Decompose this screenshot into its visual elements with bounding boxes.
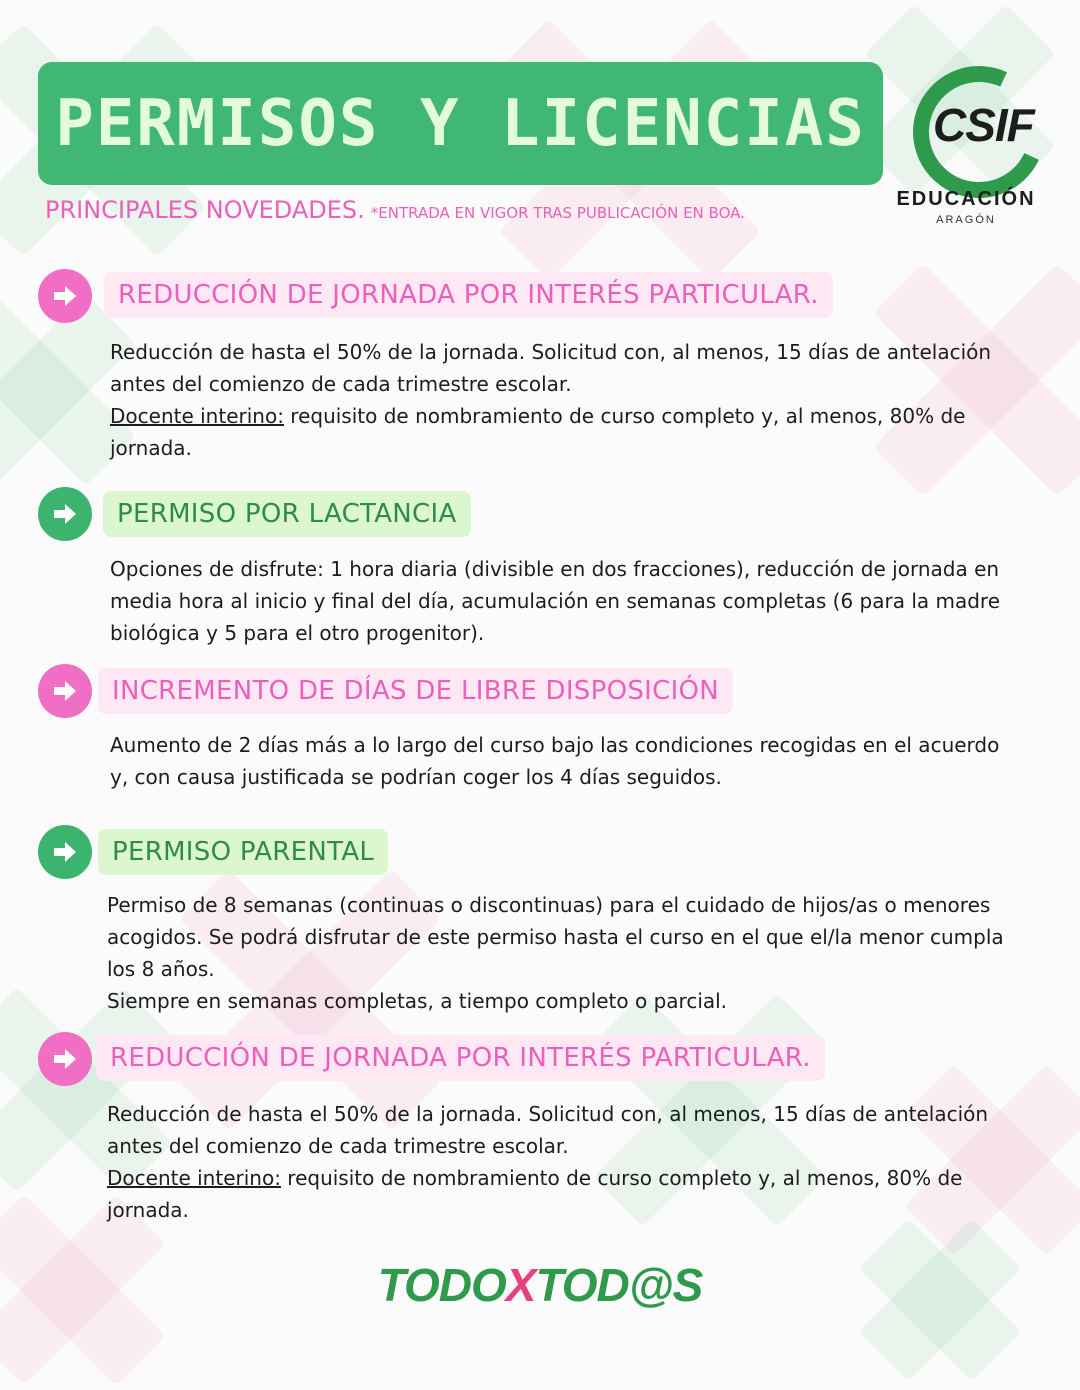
section-body (110, 729, 1010, 793)
paragraph-rest: requisito de nombramiento de curso completo y, al menos, 80% de jornada. (110, 404, 966, 460)
logo-line2: ARAGÓN (936, 214, 996, 226)
title-banner (38, 62, 883, 185)
section-paragraph: Aumento de 2 días más a lo largo del curso bajo las condiciones recogidas en el acuerdo y, con causa justificada se podrían coger los 4 días seguidos. (110, 733, 1000, 789)
section-paragraph: Reducción de hasta el 50% de la jornada. Solicitud con, al menos, 15 días de antelación antes del comienzo de cada trimestre escolar. (110, 340, 992, 396)
underlined-term: Docente interino: (107, 1166, 281, 1190)
arrow-right-icon (38, 1032, 92, 1086)
arrow-right-icon (38, 269, 92, 323)
slogan-part1: TODO (377, 1259, 506, 1311)
section-body (107, 1098, 1007, 1226)
csif-logo (895, 60, 1045, 240)
section-body (110, 553, 1010, 649)
paragraph-rest: requisito de nombramiento de curso completo y, al menos, 80% de jornada. (107, 1166, 963, 1222)
logo-line1: EDUCACIÓN (896, 188, 1036, 210)
section-heading: PERMISO PARENTAL (98, 829, 388, 875)
section-paragraph: Opciones de disfrute: 1 hora diaria (divisible en dos fracciones), reducción de jornada en media hora al inicio y final del día, acumulación en semanas completas (6 para la madre biológica y 5 para el otro progenitor). (110, 557, 1001, 645)
subtitle-note: *ENTRADA EN VIGOR TRAS PUBLICACIÓN EN BOA. (370, 204, 745, 222)
subtitle: PRINCIPALES NOVEDADES. (45, 196, 365, 224)
section-heading: INCREMENTO DE DÍAS DE LIBRE DISPOSICIÓN (98, 668, 733, 714)
arrow-right-icon (38, 825, 92, 879)
section-paragraph: Reducción de hasta el 50% de la jornada. Solicitud con, al menos, 15 días de antelación antes del comienzo de cada trimestre escolar. (107, 1102, 989, 1158)
logo-brand: CSIF (933, 99, 1034, 151)
footer-slogan (0, 1258, 1080, 1312)
slogan-part2: TOD@S (535, 1259, 703, 1311)
section-paragraph: Permiso de 8 semanas (continuas o discontinuas) para el cuidado de hijos/as o menores acogidos. Se podrá disfrutar de este permiso hasta el curso en el que el/la menor cumpla los 8 años. (107, 893, 1004, 981)
subtitle-row (45, 196, 745, 224)
section-heading: PERMISO POR LACTANCIA (103, 491, 471, 537)
section-paragraph: Siempre en semanas completas, a tiempo completo o parcial. (107, 989, 728, 1013)
page-title: PERMISOS Y LICENCIAS (55, 86, 866, 161)
section-heading: REDUCCIÓN DE JORNADA POR INTERÉS PARTICULAR. (96, 1035, 825, 1081)
arrow-right-icon (38, 664, 92, 718)
slogan-x: X (505, 1259, 536, 1311)
section-paragraph (107, 1162, 1007, 1226)
arrow-right-icon (38, 487, 92, 541)
section-heading: REDUCCIÓN DE JORNADA POR INTERÉS PARTICULAR. (104, 272, 833, 318)
section-body (110, 336, 1010, 464)
section-body (107, 889, 1007, 1017)
underlined-term: Docente interino: (110, 404, 284, 428)
section-paragraph (110, 400, 1010, 464)
